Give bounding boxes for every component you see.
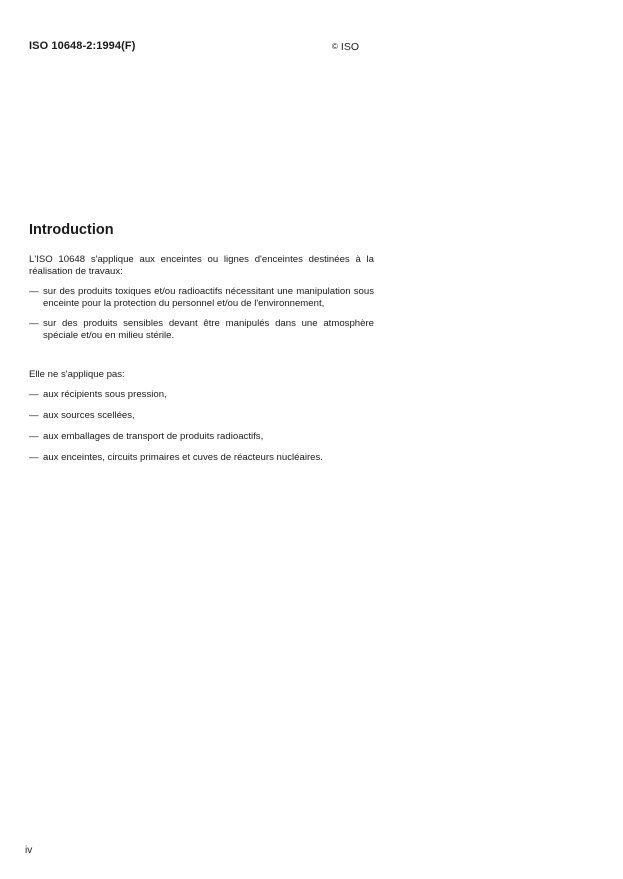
list-item	[29, 410, 374, 422]
list-item-text: aux sources scellées,	[43, 410, 135, 421]
copyright-icon: ©	[332, 42, 338, 51]
list-item	[29, 318, 374, 341]
dash-bullet: —	[29, 431, 39, 442]
section-title: Introduction	[29, 222, 114, 238]
dash-bullet: —	[29, 389, 39, 400]
not-applies-list	[29, 389, 374, 473]
not-applies-intro: Elle ne s'applique pas:	[29, 369, 125, 380]
list-item-text: aux enceintes, circuits primaires et cuves de réacteurs nucléaires.	[43, 452, 323, 463]
iso-copyright	[332, 41, 359, 53]
dash-bullet: —	[29, 410, 39, 421]
applies-list	[29, 286, 374, 350]
dash-bullet: —	[29, 286, 39, 297]
list-item-text: sur des produits toxiques et/ou radioactifs nécessitant une manipulation sous enceinte pour la protection du personnel et/ou de l'environnement,	[43, 286, 374, 309]
page-number: iv	[25, 845, 33, 856]
list-item-text: sur des produits sensibles devant être manipulés dans une atmosphère spéciale et/ou en milieu stérile.	[43, 318, 374, 341]
list-item-text: aux récipients sous pression,	[43, 389, 167, 400]
list-item	[29, 286, 374, 309]
iso-label: ISO	[340, 41, 359, 53]
dash-bullet: —	[29, 318, 39, 329]
list-item	[29, 389, 374, 401]
list-item	[29, 452, 374, 464]
list-item-text: aux emballages de transport de produits radioactifs,	[43, 431, 264, 442]
list-item	[29, 431, 374, 443]
intro-paragraph: L'ISO 10648 s'applique aux enceintes ou lignes d'enceintes destinées à la réalisation de travaux:	[29, 254, 374, 277]
dash-bullet: —	[29, 452, 39, 463]
standard-id: ISO 10648-2:1994(F)	[29, 40, 136, 52]
